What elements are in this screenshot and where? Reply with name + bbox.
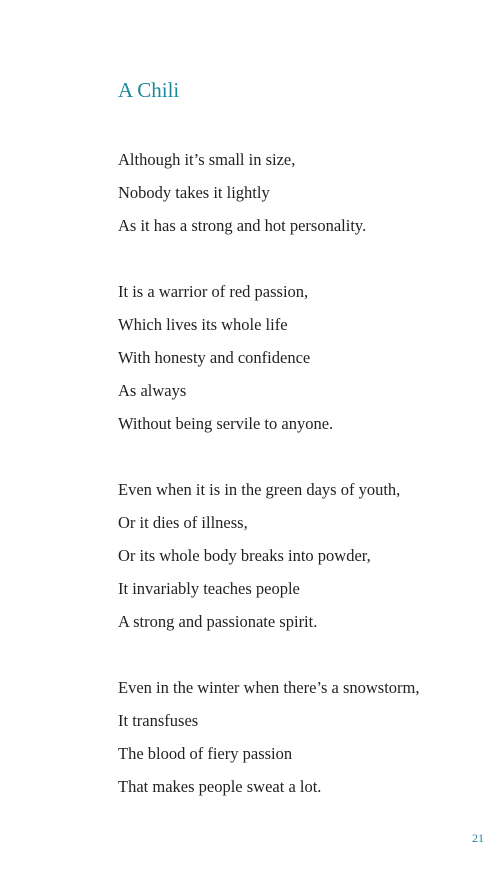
stanza-4 [118, 671, 478, 803]
poem-title: A Chili [118, 78, 180, 102]
poem-line: It invariably teaches people [118, 579, 300, 598]
poem-line: Although it’s small in size, [118, 150, 296, 169]
poem-line: Even when it is in the green days of youth, [118, 480, 401, 499]
stanza-3 [118, 473, 478, 638]
poem-line: Or it dies of illness, [118, 513, 248, 532]
poem-line: Or its whole body breaks into powder, [118, 546, 371, 565]
poem-body [118, 143, 478, 803]
stanza-gap [118, 242, 478, 275]
poem-line: A strong and passionate spirit. [118, 612, 318, 631]
poem-line: That makes people sweat a lot. [118, 777, 322, 796]
stanza-gap [118, 440, 478, 473]
poem-line: It transfuses [118, 711, 199, 730]
poem-line: The blood of fiery passion [118, 744, 293, 763]
poem-line: It is a warrior of red passion, [118, 282, 309, 301]
poem-line: As always [118, 381, 187, 400]
poem-line: Even in the winter when there’s a snowstorm, [118, 678, 420, 697]
stanza-gap [118, 638, 478, 671]
poem-line: Without being servile to anyone. [118, 414, 334, 433]
poem-line: With honesty and confidence [118, 348, 311, 367]
page-number: 21 [472, 831, 484, 845]
stanza-2 [118, 275, 478, 440]
poem-line: Nobody takes it lightly [118, 183, 270, 202]
poem-line: Which lives its whole life [118, 315, 288, 334]
poem-line: As it has a strong and hot personality. [118, 216, 367, 235]
stanza-1 [118, 143, 478, 242]
